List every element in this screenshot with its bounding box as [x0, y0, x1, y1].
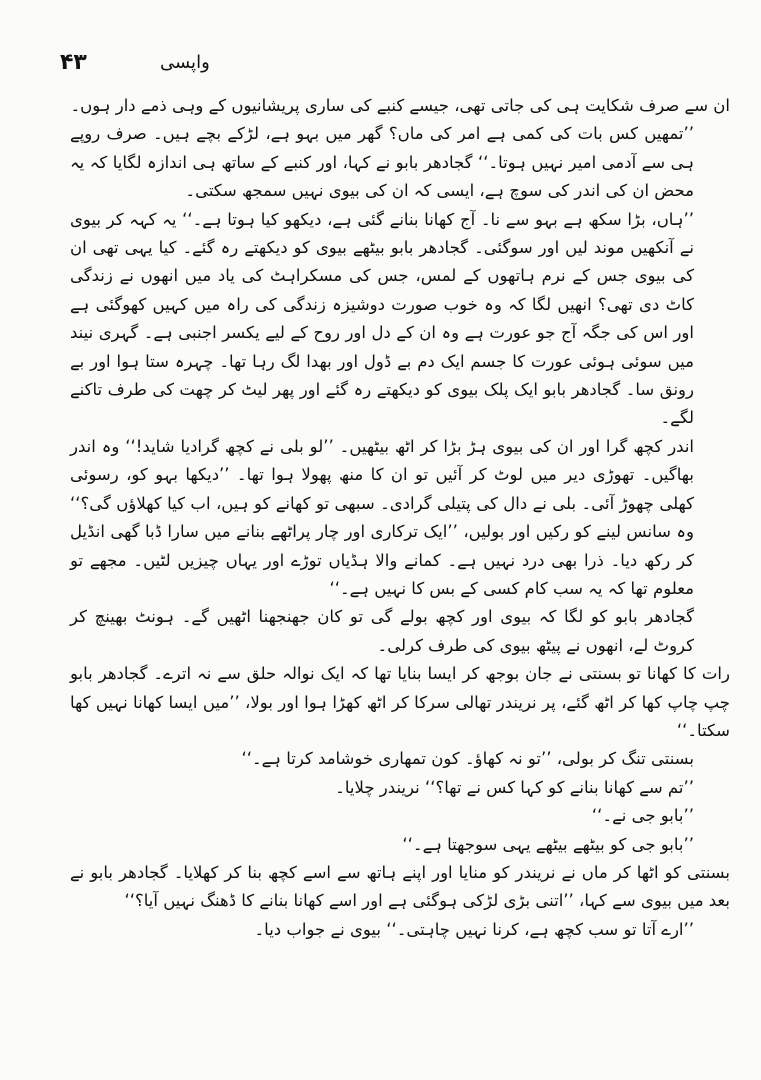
dialogue-line: ’’تم سے کھانا بنانے کو کہا کس نے تھا؟‘‘ نریندر چلایا۔: [335, 777, 694, 797]
body-text: [70, 92, 730, 944]
paragraph: رات کا کھانا تو بسنتی نے جان بوجھ کر ایسا بنایا تھا کہ ایک نوالہ حلق سے نہ اترے۔ گجادھر بابو چپ چاپ کھا کر اٹھ گئے، پر نریندر تھالی سرکا کر اٹھ کھڑا ہوا اور بولا، ’’میں ایسا کھانا نہیں کھا سکتا۔‘‘: [70, 664, 730, 740]
paragraph: گجادھر بابو کو لگا کہ بیوی اور کچھ بولے گی تو کان جھنجھنا اٹھیں گے۔ ہونٹ بھینچ کر کروٹ لے، انھوں نے پیٹھ بیوی کی طرف کرلی۔: [70, 607, 694, 655]
paragraph: بسنتی کو اٹھا کر ماں نے نریندر کو منایا اور اپنے ہاتھ سے اسے کچھ بنا کر کھلایا۔ گجادھر بابو نے بعد میں بیوی سے کہا، ’’اتنی بڑی لڑکی ہوگئی ہے اور اسے کھانا بنانے کا ڈھنگ نہیں آیا؟‘‘: [70, 862, 730, 911]
running-head-title: واپسی: [160, 52, 210, 73]
page-number: ۴۳: [60, 50, 87, 75]
paragraph: اندر کچھ گرا اور ان کی بیوی ہڑ بڑا کر اٹھ بیٹھیں۔ ’’لو بلی نے کچھ گرادیا شاید!‘‘ وہ اندر بھاگیں۔ تھوڑی دیر میں لوٹ کر آئیں تو ان کا منھ پھولا ہوا تھا۔ ’’دیکھا بہو کو، رسوئی کھلی چھوڑ آئی۔ بلی نے دال کی پتیلی گرادی۔ سبھی تو کھانے کو ہیں، اب کیا کھلاؤں گی؟‘‘ وہ سانس لینے کو رکیں اور بولیں، ’’ایک ترکاری اور چار پراٹھے بنانے میں سارا ڈبا گھی انڈیل کر رکھ دیا۔ ذرا بھی درد نہیں ہے۔ کمانے والا ہڈیاں توڑے اور یہاں چیزیں لٹیں۔ مجھے تو معلوم تھا کہ یہ سب کام کسی کے بس کا نہیں ہے۔‘‘: [70, 436, 694, 598]
paragraph: ’’ہاں، بڑا سکھ ہے بہو سے نا۔ آج کھانا بنانے گئی ہے، دیکھو کیا ہوتا ہے۔‘‘ یہ کہہ کر بیوی نے آنکھیں موند لیں اور سوگئی۔ گجادھر بابو بیٹھے بیوی کو دیکھتے رہ گئے۔ کیا یہی تھی ان کی بیوی جس کے نرم ہاتھوں کے لمس، جس کی مسکراہٹ کی یاد میں انھوں نے زندگی کاٹ دی تھی؟ انھیں لگا کہ وہ خوب صورت دوشیزہ زندگی کی راہ میں کہیں کھوگئی ہے اور اس کی جگہ آج جو عورت ہے وہ ان کے دل اور روح کے لیے یکسر اجنبی ہے۔ گہری نیند میں سوئی ہوئی عورت کا جسم ایک دم بے ڈول اور بھدا لگ رہا تھا۔ چہرہ ستا ہوا اور بے رونق سا۔ گجادھر بابو ایک پلک بیوی کو دیکھتے رہ گئے اور پھر لیٹ کر چھت کی طرف تاکنے لگے۔: [70, 209, 694, 428]
dialogue-line: بسنتی تنگ کر بولی، ’’تو نہ کھاؤ۔ کون تمھاری خوشامد کرتا ہے۔‘‘: [241, 749, 694, 769]
paragraph: ان سے صرف شکایت ہی کی جاتی تھی، جیسے کنبے کی ساری پریشانیوں کے وہی ذمے دار ہوں۔: [70, 96, 730, 115]
paragraph: ’’ارے آتا تو سب کچھ ہے، کرنا نہیں چاہتی۔‘‘ بیوی نے جواب دیا۔: [254, 919, 694, 939]
dialogue-line: ’’بابو جی کو بیٹھے بیٹھے یہی سوجھتا ہے۔‘‘: [402, 834, 694, 854]
dialogue-line: ’’بابو جی نے۔‘‘: [591, 806, 694, 826]
paragraph: ’’تمھیں کس بات کی کمی ہے امر کی ماں؟ گھر میں بہو ہے، لڑکے بچے ہیں۔ صرف روپے ہی سے آدمی امیر نہیں ہوتا۔‘‘ گجادھر بابو نے کہا، اور کنبے کے ساتھ ہی اندازہ لگایا کہ یہ محض ان کی اندر کی سوچ ہے، ایسی کہ ان کی بیوی نہیں سمجھ سکتی۔: [70, 124, 694, 201]
